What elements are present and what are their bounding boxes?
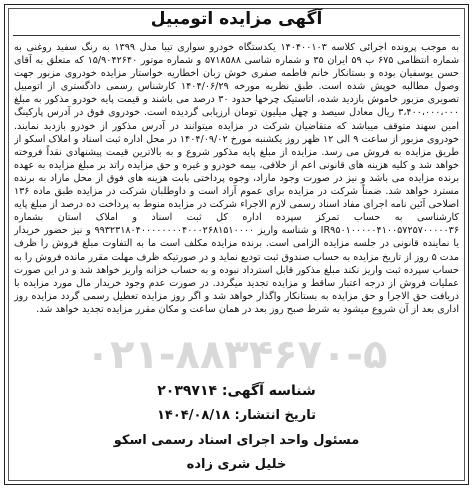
issuing-unit: مسئول واحد اجرای اسناد رسمی اسکو [113,433,360,448]
notice-title: آگهی مزایده اتومبیل [150,9,323,29]
title-divider [13,35,460,36]
ad-number: شناسه آگهی: ۲۰۳۹۷۱۴ [157,383,316,399]
official-name: خلیل شری زاده [186,457,287,472]
notice-body: به موجب پرونده اجرائی کلاسه ۱۴۰۴۰۰۱۰۳ یکدستگاه خودرو سواری تیبا مدل ۱۳۹۹ به رنگ سفید روغنی به شماره انتظامی ۶۷۵ ب ۵۹ ایران ۳۵ و شماره شاسی ۵۷۱۸۵۸۸ و شماره موتور ۱۵/۹۰۴۲۶۴۰ که متعلق به آقای حسن یوسفیان بوده و بستانکار خانم فاطمه صفری خوش زبان اخطاریه خواستار مزایده خودروی مزبور جهت وصول مطالبه خوپش شده است. طبق نظریه مورخه ۱۴۰۴/۰۶/۲۹ کارشناس رسمی دادگستری از اتومبیل تصویری مزبور خاموش بازدید شده، اتاستیک چرخها حدود ۳۰ درصد می باشند و قیمت پایه خودرو مذکور به مبلغ ۳،۴۰۰،۰۰۰،۰۰۰ ریال معادل سیصد و چهل میلیون تومان ارزیابی گردیده است. خودروی فوق در آدرس پارکینگ امین سهند متوقف میباشد که متقاضیان شرکت در مزایده میتوانند در آدرس مذکور از خودرو بازدید نمایند. خودروی مزبور از ساعت ۹ الی ۱۲ ظهر روز یکشنبه مورخ ۱۴۰۴/۰۹/۰۲ در محل اداره ثبت اسناد و املاک اسکو از طریق مزایده به فروش می رسد. مزایده از مبلغ پایه مذکور شروع و به بالاترین قیمت پیشنهادی نقداً فروخته خواهد شد و کلیه هزینه های قانونی اعم از خلافی، بیمه خودرو و غیره و حق مزایده راتد بر مبلغ مزایده به عهده برنده مزایده می باشد و نیز در صورت وجود مازاد، وجوه پرداختی بابت هزینه های فوق از محل مازاد به برنده مسترد خواهد شد. ضمناً شرکت در مزایده برای عموم آزاد است و داوطلبان شرکت در مزایده طبق ماده ۱۳۶ اصلاحی آئین نامه اجرای مفاد اسناد رسمی لازم الاجراء شرکت در مزایده منوط به پرداخت ده درصد از مبلغ پایه کارشناسی به حساب تمرکز سپرده اداره کل ثبت اسناد و املاک استان بشماره IR۹۵۰۱۰۰۰۰۰۴۱۰۰۵۷۲۵۷۰۰۰۰۰۳۶ و شناسه واریز ۹۹۳۲۳۱۸۰۴۰۰۰۰۰۰۰۰۴۰۰۰۲۶۸۱۵۱۰۰۰۰ و نیز حضور خریدار یا نماینده قانونی در جلسه مزایده الزامی است. برنده مزایده مکلف است ما به التفاوت مبلغ فروش را ظرف مدت ۵ روز از تاریخ مزایده به حساب صندوق ثبت تودیع نماید و در صورتیکه ظرف مهلت مقرر مانده فروش را به حساب سپرده ثبت واریز نکند مبلغ مذکور قابل استرداد نبوده و به حساب خزانه واریز خواهد شد و در این صورت عملیات فروش از درجه اعتبار ساقط و مزایده تجدید میگردد. در صورت عدم وجود خریدار مال مورد مزایده با دریافت حق الاجرا و حق مزایده به بستانکار واگذار خواهد شد و اگر روز مزایده تعطیل رسمی گردد مزایده روز اداری بعد از آن شروع میشود به شرط صبح روز بعد در همان ساعت و مکان مقرر مزایده تجدید خواهد شد. [14,42,459,315]
publish-date: تاریخ انتشار: ۱۴۰۴/۰۸/۱۸ [157,408,316,423]
notice-frame [4,4,469,485]
phone-watermark: ۰۲۱-۸۸۳۴۶۷۰-۵ [85,332,388,378]
